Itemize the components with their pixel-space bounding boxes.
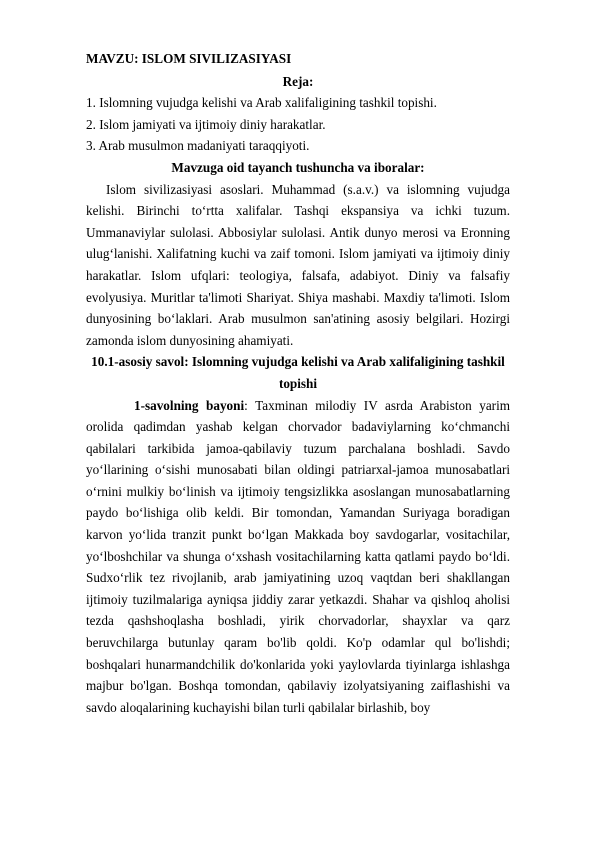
statement-text: : Taxminan milodiy IV asrda Arabiston yarim orolida qadimdan yashab kelgan chorvador badaviylarning ko‘chmanchi qabilalari tarkibida jamoa-qabilaviy tuzum parchalana boshladi. Savdo yo‘llarining o‘sishi munosabati bilan oldingi patriarxal-jamoa munosabatlari o‘rnini mulkiy bo‘linish va ijtimoiy tengsizlikka asoslangan munosabatlarning paydo bo‘lishiga olib keldi. Bir tomondan, Yamandan Suriyaga boradigan karvon yo‘lida tranzit punkt bo‘lgan Makkada boy savdogarlar, vositachilar, yo‘lboshchilar va shunga o‘xshash vositachilarning katta qatlami paydo bo‘ldi. Sudxo‘rlik tez rivojlanib, arab jamiyatining uzoq vaqtdan beri shakllangan ijtimoiy tuzilmalariga ayniqsa jiddiy zarar yetkazdi. Shahar va qishloq aholisi tezda qashshoqlasha boshladi, yirik chorvadorlar, shayxlar va qarz beruvchilarga butunlay qaram bo'lib qoldi. Ko'p odamlar qul bo'lishdi; boshqalari hunarmandchilik do'konlarida yoki yaylovlarda tiyinlarga ishlashga majbur bo'lgan. Boshqa tomondan, qabilaviy izolyatsiyaning zaiflashishi va savdo aloqalarining kuchayishi bilan turli qabilalar birlashib, boy (86, 397, 510, 715)
key-terms-heading: Mavzuga oid tayanch tushuncha va iboralar: (171, 159, 425, 175)
document-page (86, 48, 510, 718)
plan-heading: Reja: (282, 73, 314, 89)
question-heading-line-1: 10.1-asosiy savol: Islomning vujudga kelishi va Arab xalifaligining tashkil (91, 354, 505, 370)
statement-label: 1-savolning bayoni (134, 397, 245, 413)
statement-paragraph (86, 395, 510, 719)
plan-item-3: 3. Arab musulmon madaniyati taraqqiyoti. (86, 138, 310, 154)
topic-title: MAVZU: ISLOM SIVILIZASIYASI (86, 51, 292, 66)
plan-item-1: 1. Islomning vujudga kelishi va Arab xalifaligining tashkil topishi. (86, 95, 437, 111)
key-terms-paragraph: Islom sivilizasiyasi asoslari. Muhammad (s.a.v.) va islomning vujudga kelishi. Birinchi to‘rtta xalifalar. Tashqi ekspansiya va ichki tuzum. Ummanaviylar sulolasi. Abbosiylar sulolasi. Antik dunyo merosi va Eronning ulug‘lanishi. Xalifatning kuchi va zaif tomoni. Islom jamiyati va ijtimoiy diniy harakatlar. Islom ufqlari: teologiya, falsafa, adabiyot. Diniy va falsafiy evolyusiya. Muritlar ta'limoti Shariyat. Shiya mashabi. Maxdiy ta'limoti. Islom dunyosining bo‘laklari. Arab musulmon san'atining asosiy belgilari. Hozirgi zamonda islom dunyosining ahamiyati. (86, 181, 510, 348)
plan-item-2: 2. Islom jamiyati va ijtimoiy diniy harakatlar. (86, 116, 326, 132)
question-heading-line-2: topishi (278, 375, 318, 391)
